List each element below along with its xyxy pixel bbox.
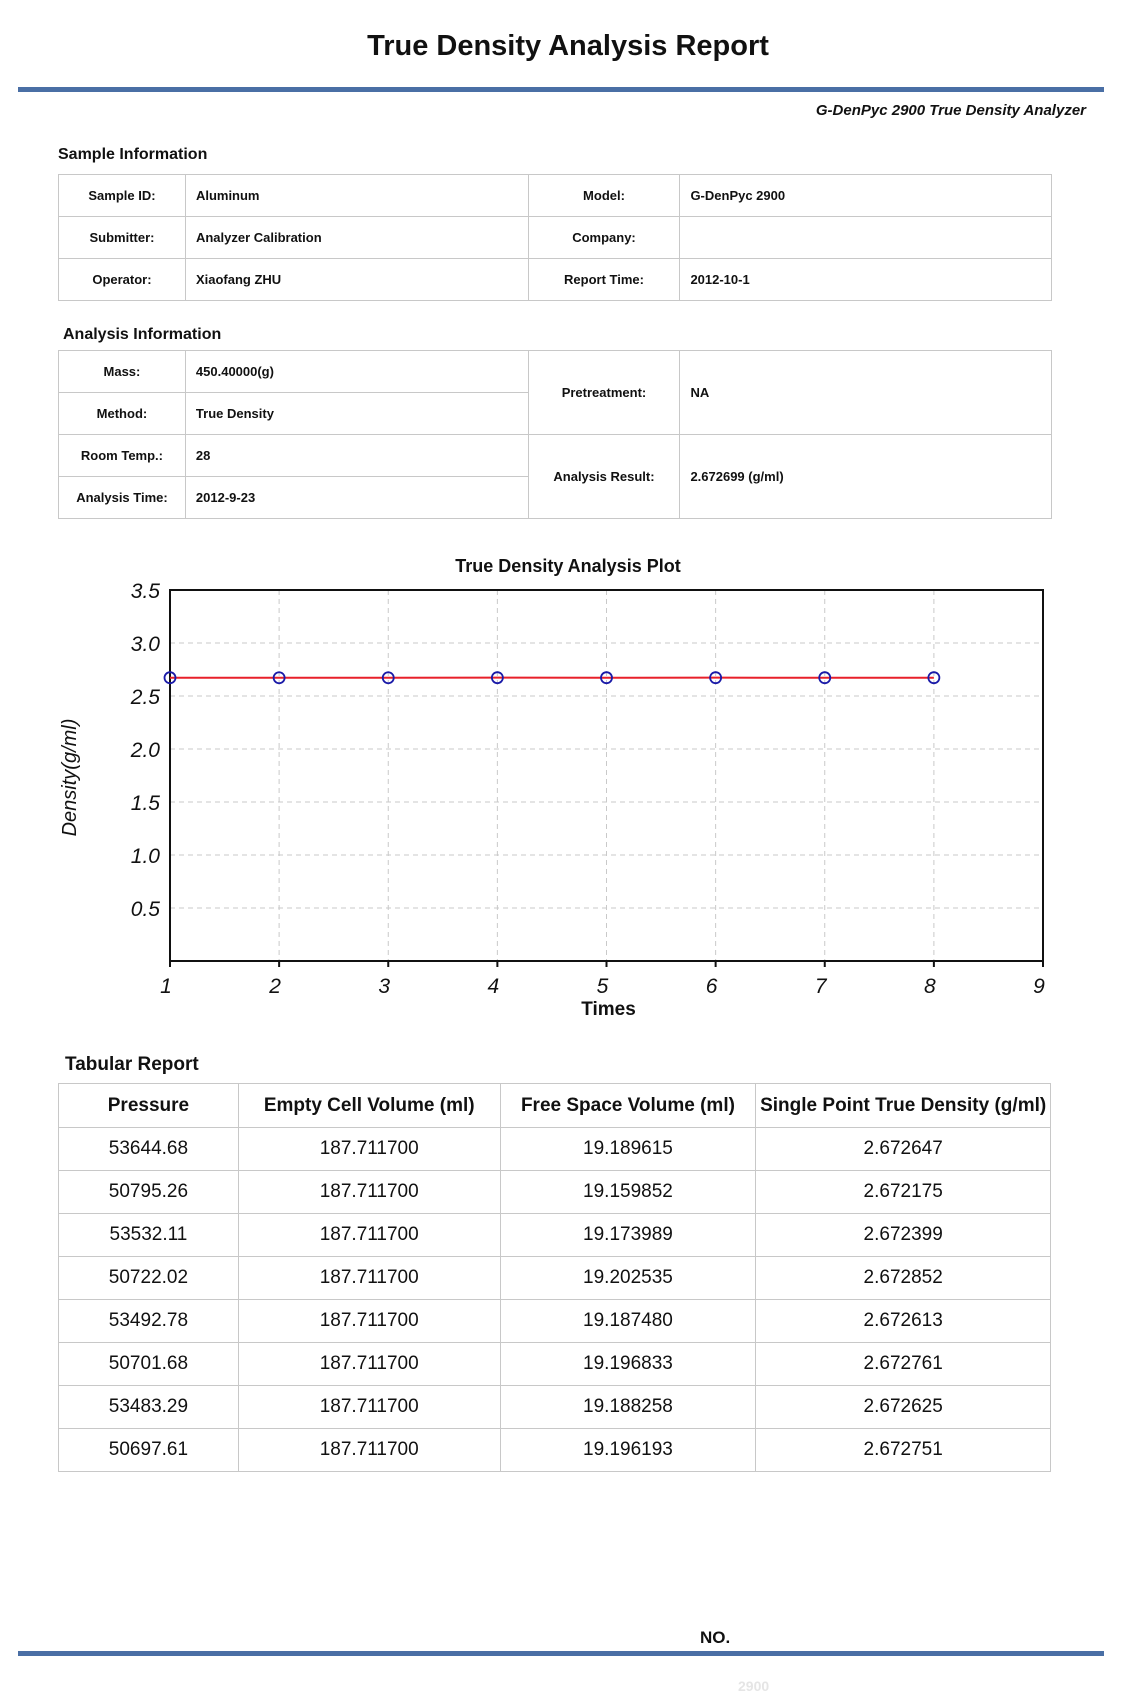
report-title: True Density Analysis Report: [0, 30, 1136, 63]
table-row: [59, 259, 1052, 301]
free-space-volume-cell: 19.196833: [500, 1343, 756, 1386]
table-row: [59, 351, 1052, 393]
analysis-info-heading: Analysis Information: [63, 326, 221, 344]
company-label: Company:: [528, 217, 680, 259]
x-tick-label: 6: [706, 975, 718, 998]
analysis-info-table: [58, 350, 1052, 519]
footer-divider: [18, 1651, 1104, 1656]
operator-label: Operator:: [59, 259, 186, 301]
table-row: [59, 1300, 1051, 1343]
sample-id-label: Sample ID:: [59, 175, 186, 217]
free-space-volume-cell: 19.189615: [500, 1128, 756, 1171]
header-true-density: Single Point True Density (g/ml): [756, 1084, 1051, 1128]
free-space-volume-cell: 19.159852: [500, 1171, 756, 1214]
free-space-volume-cell: 19.188258: [500, 1386, 756, 1429]
x-axis-label: Times: [581, 999, 636, 1020]
header-divider: [18, 87, 1104, 92]
submitter-value: Analyzer Calibration: [185, 217, 528, 259]
mass-value: 450.40000(g): [185, 351, 528, 393]
x-tick-label: 9: [1033, 975, 1045, 998]
tabular-report-table: [58, 1083, 1051, 1472]
header-empty-cell-volume: Empty Cell Volume (ml): [238, 1084, 500, 1128]
y-tick-label: 3.5: [131, 580, 161, 603]
analysis-result-value: 2.672699 (g/ml): [680, 435, 1052, 519]
empty-cell-volume-cell: 187.711700: [238, 1257, 500, 1300]
tabular-report-heading: Tabular Report: [65, 1054, 199, 1076]
x-tick-label: 1: [160, 975, 172, 998]
true-density-cell: 2.672175: [756, 1171, 1051, 1214]
report-time-value: 2012-10-1: [680, 259, 1052, 301]
company-value: [680, 217, 1052, 259]
x-tick-label: 5: [597, 975, 609, 998]
analysis-time-label: Analysis Time:: [59, 477, 186, 519]
footer-watermark: 2900: [738, 1678, 769, 1694]
free-space-volume-cell: 19.202535: [500, 1257, 756, 1300]
empty-cell-volume-cell: 187.711700: [238, 1171, 500, 1214]
table-row: [59, 1257, 1051, 1300]
pressure-cell: 50722.02: [59, 1257, 239, 1300]
true-density-cell: 2.672852: [756, 1257, 1051, 1300]
free-space-volume-cell: 19.173989: [500, 1214, 756, 1257]
chart-title: True Density Analysis Plot: [0, 556, 1136, 577]
empty-cell-volume-cell: 187.711700: [238, 1214, 500, 1257]
true-density-cell: 2.672751: [756, 1429, 1051, 1472]
room-temp-value: 28: [185, 435, 528, 477]
pressure-cell: 50701.68: [59, 1343, 239, 1386]
empty-cell-volume-cell: 187.711700: [238, 1300, 500, 1343]
x-tick-label: 8: [924, 975, 936, 998]
pressure-cell: 53532.11: [59, 1214, 239, 1257]
operator-value: Xiaofang ZHU: [185, 259, 528, 301]
true-density-cell: 2.672761: [756, 1343, 1051, 1386]
table-row: [59, 1386, 1051, 1429]
pretreatment-value: NA: [680, 351, 1052, 435]
table-row: [59, 1214, 1051, 1257]
y-tick-label: 1.5: [131, 792, 161, 815]
model-label: Model:: [528, 175, 680, 217]
table-row: [59, 1343, 1051, 1386]
density-chart: [0, 560, 1136, 1040]
report-time-label: Report Time:: [528, 259, 680, 301]
pretreatment-label: Pretreatment:: [528, 351, 680, 435]
analyzer-subtitle: G-DenPyc 2900 True Density Analyzer: [816, 102, 1086, 119]
free-space-volume-cell: 19.196193: [500, 1429, 756, 1472]
table-row: [59, 175, 1052, 217]
sample-info-table: [58, 174, 1052, 301]
empty-cell-volume-cell: 187.711700: [238, 1128, 500, 1171]
report-number-label: NO.: [700, 1628, 730, 1648]
x-tick-label: 3: [378, 975, 390, 998]
pressure-cell: 50697.61: [59, 1429, 239, 1472]
table-row: [59, 1171, 1051, 1214]
submitter-label: Submitter:: [59, 217, 186, 259]
analysis-result-label: Analysis Result:: [528, 435, 680, 519]
y-tick-label: 0.5: [131, 898, 161, 921]
true-density-cell: 2.672613: [756, 1300, 1051, 1343]
sample-info-heading: Sample Information: [58, 146, 207, 164]
table-row: [59, 1429, 1051, 1472]
pressure-cell: 53483.29: [59, 1386, 239, 1429]
room-temp-label: Room Temp.:: [59, 435, 186, 477]
mass-label: Mass:: [59, 351, 186, 393]
header-free-space-volume: Free Space Volume (ml): [500, 1084, 756, 1128]
y-tick-label: 1.0: [131, 845, 161, 868]
empty-cell-volume-cell: 187.711700: [238, 1386, 500, 1429]
pressure-cell: 53644.68: [59, 1128, 239, 1171]
table-row: [59, 1128, 1051, 1171]
true-density-cell: 2.672647: [756, 1128, 1051, 1171]
x-tick-label: 7: [815, 975, 828, 998]
table-row: [59, 435, 1052, 477]
pressure-cell: 50795.26: [59, 1171, 239, 1214]
empty-cell-volume-cell: 187.711700: [238, 1429, 500, 1472]
free-space-volume-cell: 19.187480: [500, 1300, 756, 1343]
y-tick-label: 2.0: [130, 739, 161, 762]
table-header-row: [59, 1084, 1051, 1128]
x-tick-label: 4: [488, 975, 500, 998]
y-tick-label: 3.0: [131, 633, 161, 656]
true-density-cell: 2.672625: [756, 1386, 1051, 1429]
method-value: True Density: [185, 393, 528, 435]
method-label: Method:: [59, 393, 186, 435]
header-pressure: Pressure: [59, 1084, 239, 1128]
x-tick-label: 2: [268, 975, 281, 998]
sample-id-value: Aluminum: [185, 175, 528, 217]
pressure-cell: 53492.78: [59, 1300, 239, 1343]
empty-cell-volume-cell: 187.711700: [238, 1343, 500, 1386]
model-value: G-DenPyc 2900: [680, 175, 1052, 217]
true-density-cell: 2.672399: [756, 1214, 1051, 1257]
y-tick-label: 2.5: [130, 686, 161, 709]
y-axis-label: Density(g/ml): [59, 719, 81, 837]
table-row: [59, 217, 1052, 259]
analysis-time-value: 2012-9-23: [185, 477, 528, 519]
